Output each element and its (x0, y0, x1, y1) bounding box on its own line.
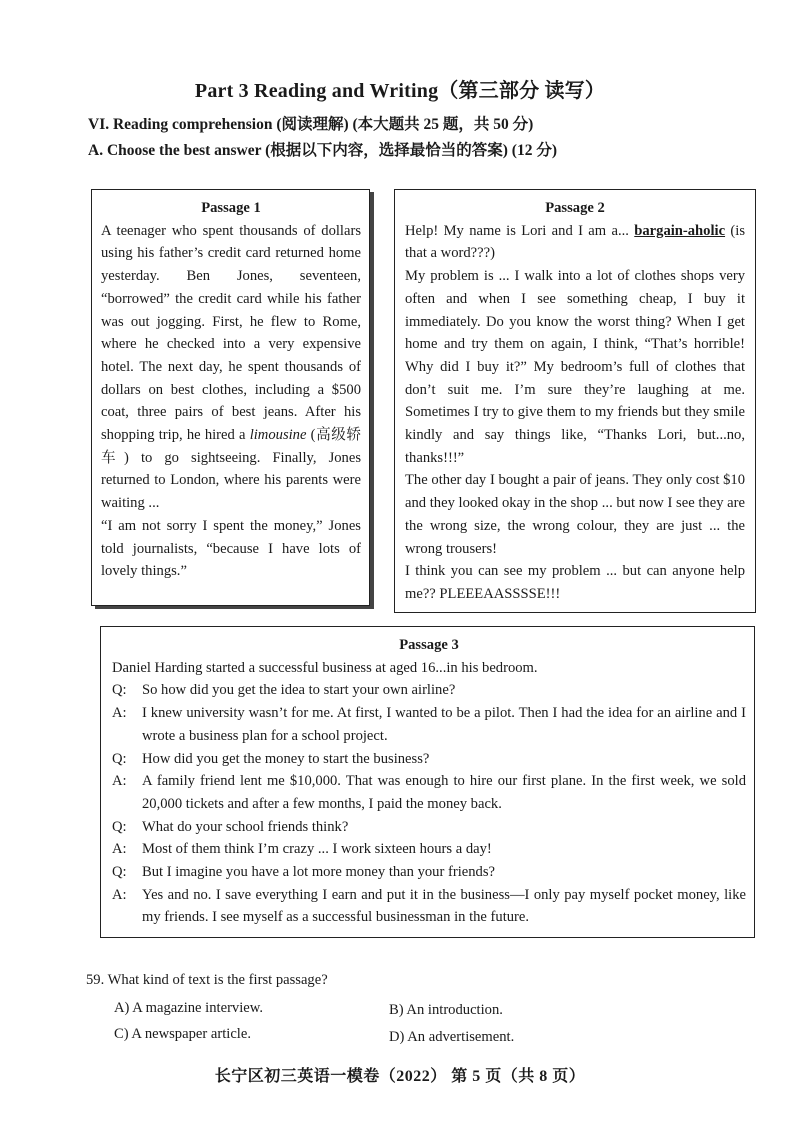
interview-line (112, 884, 746, 929)
answer-option-d[interactable]: D) An advertisement. (389, 1029, 515, 1045)
passage-2-box (394, 189, 756, 613)
passage-1-italic-word: limousine (249, 427, 307, 444)
passage-3-title: Passage 3 (399, 637, 459, 653)
interview-text: But I imagine you have a lot more money than your friends? (142, 864, 495, 881)
passage-1-text-part1: A teenager who spent thousands of dollars using his father’s credit card returned home yesterday. Ben Jones, seventeen, “borrowed” the credit card while his father was out jogging. First, he flew to Rome, where he checked into a very expensive hotel. The next day, he spent thousands of dollars on best clothes, including a $500 coat, three pairs of best jeans. After his shopping trip, he hired a (101, 222, 361, 444)
interview-text: What do your school friends think? (142, 818, 349, 835)
interview-label: Q: (112, 864, 127, 881)
interview-text: A family friend lent me $10,000. That was enough to hire our first plane. In the first week, we sold 20,000 tickets and after a few months, I paid the money back. (142, 773, 746, 812)
interview-line (112, 748, 746, 771)
interview-label: A: (112, 705, 127, 722)
passage-2-paragraph-3: I think you can see my problem ... but can anyone help me?? PLEEEAASSSSE!!! (405, 563, 745, 602)
interview-line (112, 770, 746, 815)
passage-1-body (101, 220, 361, 515)
interview-text: Most of them think I’m crazy ... I work sixteen hours a day! (142, 841, 492, 858)
interview-text: How did you get the money to start the business? (142, 750, 430, 767)
interview-label: A: (112, 886, 127, 903)
interview-label: Q: (112, 682, 127, 699)
page-footer: 长宁区初三英语一模卷（2022） 第 5 页（共 8 页） (214, 1068, 586, 1085)
passage-3-intro: Daniel Harding started a successful business at aged 16...in his bedroom. (112, 659, 538, 676)
passage-2-paragraph-1: My problem is ... I walk into a lot of clothes shops very often and when I see something cheap, I buy it immediately. Do you know the worst thing? When I get home and try them on again, I think, “That’s horrible! Why did I buy it?” My bedroom’s full of clothes that don’t suit me. I’m sure they’re laughing at me. Sometimes I try to give them to my friends but they smile kindly and say things like, “Thanks Lori, but...no, thanks!!!” (405, 268, 745, 466)
answer-option-b[interactable]: B) An introduction. (389, 1002, 503, 1018)
passage-1-quote: “I am not sorry I spent the money,” Jones told journalists, “because I have lots of lovely things.” (101, 517, 361, 580)
interview-label: A: (112, 773, 127, 790)
interview-text: I knew university wasn’t for me. At first, I wanted to be a pilot. Then I had the idea for an airline and I wrote a business plan for a school project. (142, 705, 746, 744)
passage-3-box (100, 626, 755, 938)
passage-2-intro (405, 220, 745, 265)
passage-2-keyword: bargain-aholic (634, 222, 726, 239)
interview-line (112, 838, 746, 861)
interview-label: A: (112, 841, 127, 858)
passage-2-intro-after: (is that a word???) (405, 222, 745, 262)
passage-2-paragraph-2: The other day I bought a pair of jeans. They only cost $10 and they looked okay in the shop ... but now I see they are the wrong size, the wrong colour, they are just ... the wrong trousers! (405, 472, 745, 557)
interview-line (112, 702, 746, 747)
interview-label: Q: (112, 750, 127, 767)
interview-line (112, 861, 746, 884)
section-heading-choose-best-answer: A. Choose the best answer (根据以下内容，选择最恰当的答案) (12 分) (88, 142, 557, 159)
passage-1-text-part2: (高级轿车) to go sightseeing. Finally, Jones returned to London, where his parents were waiting ... (101, 427, 361, 512)
interview-label: Q: (112, 818, 127, 835)
interview-text: So how did you get the idea to start your own airline? (142, 682, 456, 699)
interview-line (112, 679, 746, 702)
passage-1-title: Passage 1 (201, 200, 261, 216)
page-title: Part 3 Reading and Writing（第三部分 读写） (194, 80, 606, 102)
passage-1-box (91, 189, 370, 606)
section-heading-reading-comprehension: VI. Reading comprehension (阅读理解) (本大题共 25 题，共 50 分) (88, 116, 534, 133)
answer-option-c[interactable]: C) A newspaper article. (114, 1026, 251, 1042)
passage-2-intro-before: Help! My name is Lori and I am a... (405, 222, 635, 239)
passage-2-title: Passage 2 (545, 200, 605, 216)
interview-line (112, 816, 746, 839)
answer-option-a[interactable]: A) A magazine interview. (114, 1000, 263, 1016)
interview-text: Yes and no. I save everything I earn and put it in the business—I only pay myself pocket money, like my friends. I see myself as a successful businessman in the future. (142, 886, 746, 926)
question-59: 59. What kind of text is the first passage? (86, 972, 328, 988)
